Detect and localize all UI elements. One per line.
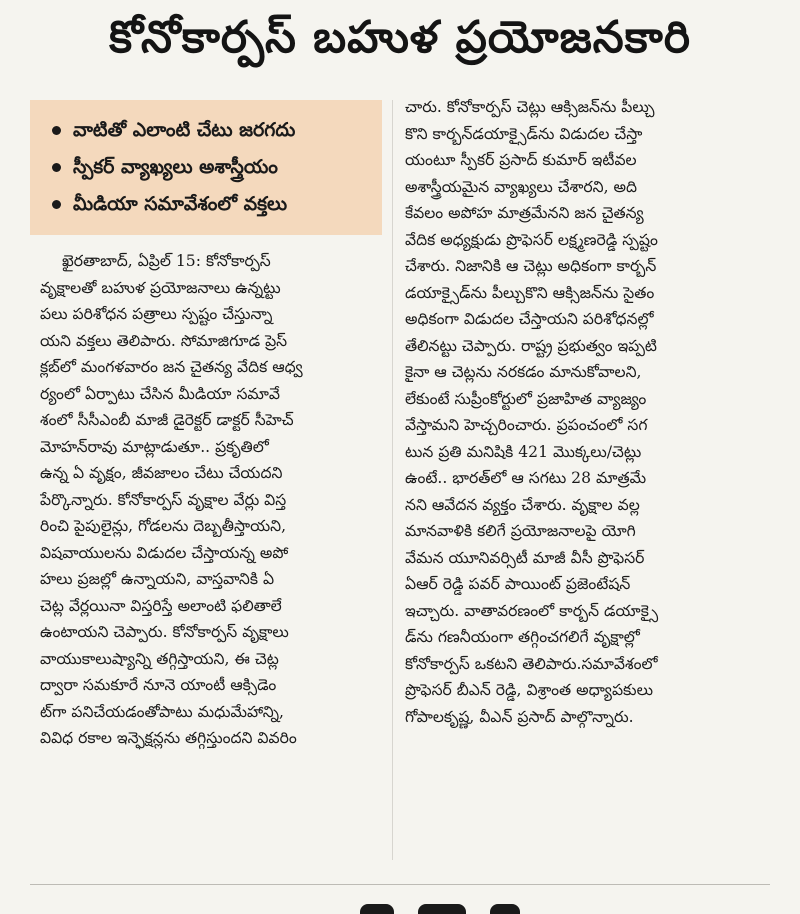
column-divider — [392, 100, 393, 860]
cut-off-glyph — [360, 904, 394, 914]
text-line: యని వక్తలు తెలిపారు. సోమాజిగూడ ప్రెస్ — [40, 331, 288, 350]
text-line: కోనోకార్పస్ ఒకటని తెలిపారు.సమావేశంలో — [405, 654, 658, 673]
bullet-icon — [52, 200, 61, 209]
text-line: వివిధ రకాల ఇన్ఫెక్షన్లను తగ్గిస్తుందని వివరిం — [40, 729, 297, 747]
highlights-list — [52, 112, 368, 223]
text-line: ప్రొఫెసర్ బీఎన్ రెడ్డి, విశ్రాంత అధ్యాపకులు — [405, 681, 654, 699]
text-line: కొని కార్బన్‌డయాక్సైడ్‌ను విడుదల చేస్తా — [405, 124, 643, 143]
text-line: వేస్తామని హెచ్చరించారు. ప్రపంచంలో సగ — [405, 416, 648, 434]
highlight-text: వాటితో ఎలాంటి చేటు జరగదు — [73, 119, 296, 141]
text-line: విషవాయులను విడుదల చేస్తాయన్న అపో — [40, 543, 289, 562]
bullet-icon — [52, 163, 61, 172]
text-line: శంలో సీసీఎంబీ మాజీ డైరెక్టర్ డాక్టర్ సీహెచ్ — [40, 411, 294, 429]
text-line: ఉంటే.. భారత్‌లో ఆ సగటు 28 మాత్రమే — [405, 469, 647, 487]
text-line: రించి పైపులైన్లు, గోడలను దెబ్బతీస్తాయని, — [40, 517, 287, 535]
text-line: వేమన యూనివర్సిటీ మాజీ వీసీ ప్రొఫెసర్ — [405, 548, 645, 567]
text-line: హలు ప్రజల్లో ఉన్నాయని, వాస్తవానికి ఏ — [40, 570, 275, 588]
text-line: చేశారు. నిజానికి ఆ చెట్లు అధికంగా కార్బన్ — [405, 257, 657, 275]
text-line: టున ప్రతి మనిషికి 421 మొక్కలు/చెట్లు — [405, 442, 642, 461]
highlight-item — [52, 112, 368, 149]
text-line: చెట్ల వేర్లయినా విస్తరిస్తే అలాంటి ఫలితాలే — [40, 596, 282, 615]
headline: కోనోకార్పస్ బహుళ ప్రయోజనకారి — [109, 12, 691, 63]
text-line: తేలినట్టు చెప్పారు. రాష్ట్ర ప్రభుత్వం ఇప్పటి — [405, 336, 657, 355]
bottom-rule — [30, 884, 770, 885]
text-line: లేకుంటే సుప్రీంకోర్టులో ప్రజాహిత వ్యాజ్యం — [405, 389, 647, 408]
highlight-text: మీడియా సమావేశంలో వక్తలు — [73, 193, 288, 215]
text-line: క్లబ్‌లో మంగళవారం జన చైతన్య వేదిక ఆధ్వ — [40, 358, 303, 376]
cut-off-glyph — [490, 904, 520, 914]
text-line: పేర్కొన్నారు. కోనోకార్పస్ వృక్షాల వేర్లు విస్త — [40, 490, 287, 509]
text-line: ఉన్న ఏ వృక్షం, జీవజాలం చేటు చేయదని — [40, 464, 283, 482]
highlights-box — [30, 100, 382, 235]
text-line: పలు పరిశోధన పత్రాలు స్పష్టం చేస్తున్నా — [40, 305, 273, 323]
text-line: మానవాళికి కలిగే ప్రయోజనాలపై యోగి — [405, 522, 636, 540]
text-line: కైనా ఆ చెట్లను నరకడం మానుకోవాలని, — [405, 363, 642, 381]
highlight-item — [52, 186, 368, 223]
highlight-text: స్పీకర్ వ్యాఖ్యలు అశాస్త్రీయం — [73, 156, 278, 178]
text-line: ర్యంలో ఏర్పాటు చేసిన మీడియా సమావే — [40, 384, 280, 403]
article-column-left — [40, 248, 390, 752]
text-line: వృక్షాలతో బహుళ ప్రయోజనాలు ఉన్నట్టు — [40, 278, 281, 297]
text-line: మోహన్‌రావు మాట్లాడుతూ.. ప్రకృతిలో — [40, 437, 269, 456]
text-line: ఖైరతాబాద్, ఏప్రిల్ 15: కోనోకార్పస్ — [62, 252, 271, 270]
text-line: చారు. కోనోకార్పస్ చెట్లు ఆక్సిజన్‌ను పీల్చు — [405, 98, 655, 116]
text-line: ఏఆర్ రెడ్డి పవర్ పాయింట్ ప్రజెంటేషన్ — [405, 575, 631, 593]
text-line: డయాక్సైడ్‌ను పీల్చుకొని ఆక్సిజన్‌ను సైతం — [405, 283, 655, 302]
text-line: ఉంటాయని చెప్పారు. కోనోకార్పస్ వృక్షాలు — [40, 623, 289, 641]
text-line: కేవలం అపోహ మాత్రమేనని జన చైతన్య — [405, 204, 644, 222]
text-line: ద్వారా సమకూరే నూనె యాంటీ ఆక్సిడెం — [40, 676, 277, 694]
text-line: నని ఆవేదన వ్యక్తం చేశారు. వృక్షాల వల్ల — [405, 495, 640, 514]
text-line: అధికంగా విడుదల చేస్తాయని పరిశోధనల్లో — [405, 310, 654, 328]
text-line: వేదిక అధ్యక్షుడు ప్రొఫెసర్ లక్ష్మణరెడ్డి స్పష్టం — [405, 230, 658, 249]
text-line: ట్‌గా పనిచేయడంతోపాటు మధుమేహాన్ని, — [40, 702, 285, 721]
text-line: అశాస్త్రీయమైన వ్యాఖ్యలు చేశారని, అది — [405, 177, 637, 196]
next-article-cut-off — [360, 900, 600, 914]
bullet-icon — [52, 126, 61, 135]
text-line: డ్‌ను గణనీయంగా తగ్గించగలిగే వృక్షాల్లో — [405, 628, 640, 646]
article-column-right — [405, 94, 755, 730]
text-line: గోపాలకృష్ణ, వీఎన్ ప్రసాద్ పాల్గొన్నారు. — [405, 707, 634, 726]
text-line: వాయుకాలుష్యాన్ని తగ్గిస్తాయని, ఈ చెట్ల — [40, 649, 279, 668]
text-line: యంటూ స్పీకర్ ప్రసాద్ కుమార్ ఇటీవల — [405, 151, 637, 169]
cut-off-glyph — [418, 904, 466, 914]
highlight-item — [52, 149, 368, 186]
text-line: ఇచ్చారు. వాతావరణంలో కార్బన్ డయాక్సై — [405, 601, 659, 620]
